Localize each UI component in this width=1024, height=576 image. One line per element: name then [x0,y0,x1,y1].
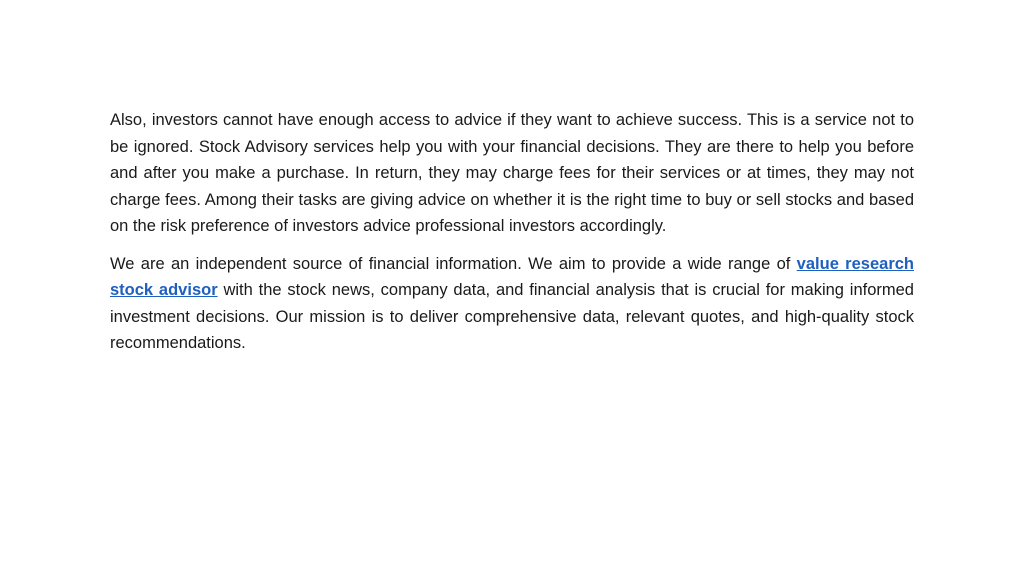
paragraph-1: Also, investors cannot have enough access to advice if they want to achieve success. This is a service not to be ignored. Stock Advisory services help you with your financial decisions. They are there to help you before and after you make a purchase. In return, they may charge fees for their services or at times, they may not charge fees. Among their tasks are giving advice on whether it is the right time to buy or sell stocks and based on the risk preference of investors advice professional investors accordingly. [110,111,914,235]
paragraph-2-rest: with the stock news, company data, and financial analysis that is crucial for making informed investment decisions. Our mission is to deliver comprehensive data, relevant quotes, and high-quality stock recommendations. [110,281,914,352]
value-research-stock-advisor-link[interactable]: value research stock advisor [110,254,914,299]
paragraph-2-intro: We are an independent source of financial information. We aim to provide a wide range of [110,254,797,273]
document-body [110,107,914,368]
paragraph-2 [110,251,914,357]
